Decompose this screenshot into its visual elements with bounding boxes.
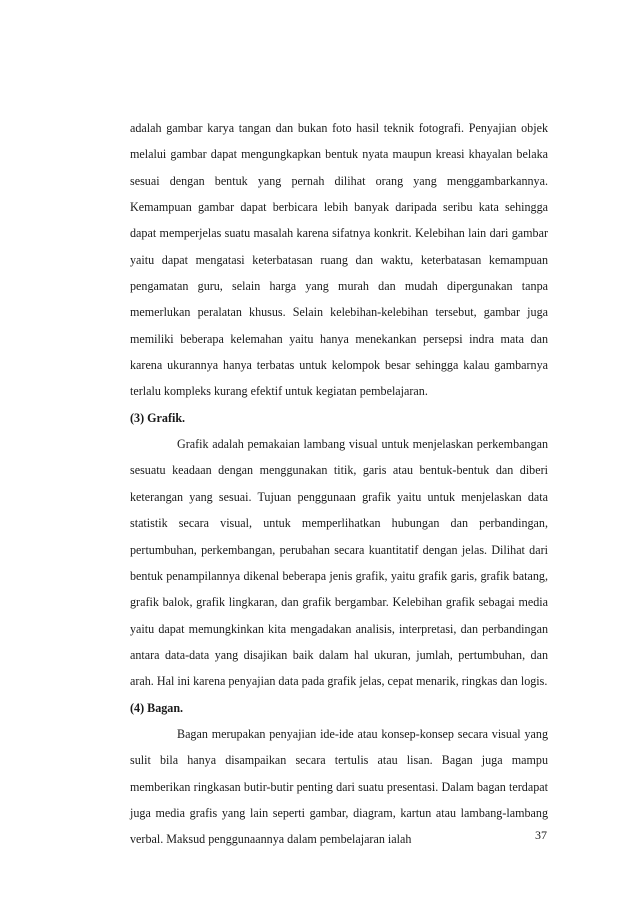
body-text xyxy=(130,115,548,853)
heading-grafik: (3) Grafik. xyxy=(130,410,186,425)
page-number: 37 xyxy=(535,828,547,842)
paragraph-bagan: Bagan merupakan penyajian ide-ide atau konsep-konsep secara visual yang sulit bila hanya disampaikan secara tertulis atau lisan. Bagan juga mampu memberikan ringkasan butir-butir penting dari suatu presentasi. Dalam bagan terdapat juga media grafis yang lain seperti gambar, diagram, kartun atau lambang-lambang verbal. Maksud penggunaannya dalam pembelajaran ialah xyxy=(130,726,548,847)
heading-bagan: (4) Bagan. xyxy=(130,700,184,715)
paragraph-grafik: Grafik adalah pemakaian lambang visual untuk menjelaskan perkembangan sesuatu keadaan dengan menggunakan titik, garis atau bentuk-bentuk dan diberi keterangan yang sesuai. Tujuan penggunaan grafik yaitu untuk menjelaskan data statistik secara visual, untuk memperlihatkan hubungan dan perbandingan, pertumbuhan, perkembangan, perubahan secara kuantitatif dengan jelas. Dilihat dari bentuk penampilannya dikenal beberapa jenis grafik, yaitu grafik garis, grafik batang, grafik balok, grafik lingkaran, dan grafik bergambar. Kelebihan grafik sebagai media yaitu dapat memungkinkan kita mengadakan analisis, interpretasi, dan perbandingan antara data-data yang disajikan baik dalam hal ukuran, jumlah, pertumbuhan, dan arah. Hal ini karena penyajian data pada grafik jelas, cepat menarik, ringkas dan logis. xyxy=(130,437,548,689)
paragraph-gambar-continuation: adalah gambar karya tangan dan bukan foto hasil teknik fotografi. Penyajian objek melalui gambar dapat mengungkapkan bentuk nyata maupun kreasi khayalan belaka sesuai dengan bentuk yang pernah dilihat orang yang menggambarkannya. Kemampuan gambar dapat berbicara lebih banyak daripada seribu kata sehingga dapat memperjelas suatu masalah karena sifatnya konkrit. Kelebihan lain dari gambar yaitu dapat mengatasi keterbatasan ruang dan waktu, keterbatasan kemampuan pengamatan guru, selain harga yang murah dan mudah dipergunakan tanpa memerlukan peralatan khusus. Selain kelebihan-kelebihan tersebut, gambar juga memiliki beberapa kelemahan yaitu hanya menekankan persepsi indra mata dan karena ukurannya hanya terbatas untuk kelompok besar sehingga kalau gambarnya terlalu kompleks kurang efektif untuk kegiatan pembelajaran. xyxy=(130,121,548,399)
